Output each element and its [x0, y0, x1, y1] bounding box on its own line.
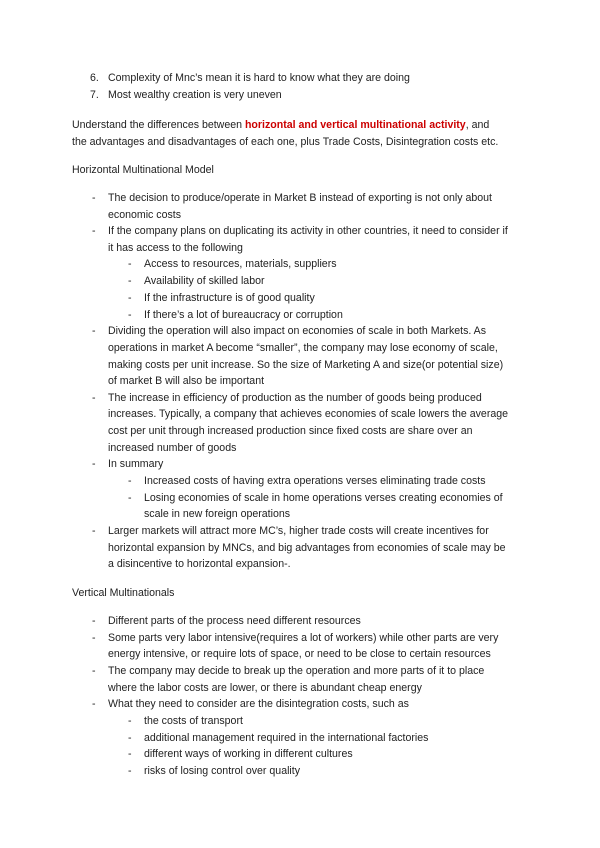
intro-text: , and	[465, 119, 490, 131]
sub-list-item: Losing economies of scale in home operations verses creating economies of	[144, 492, 503, 504]
list-number: 7.	[90, 89, 99, 101]
dash-bullet: -	[92, 698, 96, 710]
dash-bullet: -	[128, 732, 132, 744]
section-heading: Vertical Multinationals	[72, 587, 175, 599]
list-item: economic costs	[108, 209, 182, 221]
sub-list-item: If there’s a lot of bureaucracy or corruption	[144, 309, 343, 321]
sub-list-item: additional management required in the international factories	[144, 732, 429, 744]
list-item: If the company plans on duplicating its activity in other countries, it need to consider if	[108, 225, 508, 237]
list-item: a disincentive to horizontal expansion-.	[108, 558, 291, 570]
dash-bullet: -	[92, 525, 96, 537]
list-item: Different parts of the process need different resources	[108, 615, 361, 627]
list-item: increases. Typically, a company that achieves economies of scale lowers the average	[108, 408, 509, 420]
dash-bullet: -	[128, 292, 132, 304]
dash-bullet: -	[128, 309, 132, 321]
dash-bullet: -	[92, 615, 96, 627]
sub-list-item: Availability of skilled labor	[144, 275, 265, 287]
intro-line-1	[72, 118, 489, 132]
dash-bullet: -	[128, 748, 132, 760]
list-item: Some parts very labor intensive(requires a lot of workers) while other parts are very	[108, 632, 499, 644]
list-item: Larger markets will attract more MC’s, higher trade costs will create incentives for	[108, 525, 489, 537]
dash-bullet: -	[92, 192, 96, 204]
dash-bullet: -	[92, 632, 96, 644]
highlight-text: horizontal and vertical multinational activity	[244, 119, 466, 131]
list-item: The company may decide to break up the operation and more parts of it to place	[108, 665, 485, 677]
dash-bullet: -	[128, 765, 132, 777]
list-item: where the labor costs are lower, or there is abundant cheap energy	[108, 682, 422, 694]
list-item: Dividing the operation will also impact on economies of scale in both Markets. As	[108, 325, 487, 337]
list-number: 6.	[90, 72, 99, 84]
list-item: operations in market A become “smaller”, the company may lose economy of scale,	[108, 342, 498, 354]
dash-bullet: -	[92, 665, 96, 677]
dash-bullet: -	[128, 275, 132, 287]
list-item: increased number of goods	[108, 442, 237, 454]
list-item: Most wealthy creation is very uneven	[108, 89, 282, 101]
list-item: of market B will also be important	[108, 375, 265, 387]
intro-text: Understand the differences between	[72, 119, 245, 131]
dash-bullet: -	[92, 325, 96, 337]
dash-bullet: -	[92, 392, 96, 404]
sub-list-item: different ways of working in different cultures	[144, 748, 353, 760]
list-item: The decision to produce/operate in Market B instead of exporting is not only about	[108, 192, 492, 204]
dash-bullet: -	[92, 458, 96, 470]
dash-bullet: -	[128, 258, 132, 270]
dash-bullet: -	[128, 715, 132, 727]
list-item: it has access to the following	[108, 242, 243, 254]
dash-bullet: -	[128, 492, 132, 504]
sub-list-item: Access to resources, materials, suppliers	[144, 258, 337, 270]
list-item: What they need to consider are the disintegration costs, such as	[108, 698, 409, 710]
intro-line-2: the advantages and disadvantages of each one, plus Trade Costs, Disintegration costs etc.	[72, 136, 499, 148]
list-item: The increase in efficiency of production as the number of goods being produced	[108, 392, 482, 404]
sub-list-item: risks of losing control over quality	[144, 765, 301, 777]
section-heading: Horizontal Multinational Model	[72, 164, 214, 176]
list-item: horizontal expansion by MNCs, and big advantages from economies of scale may be	[108, 542, 506, 554]
list-item: Complexity of Mnc’s mean it is hard to know what they are doing	[108, 72, 410, 84]
sub-list-item: the costs of transport	[144, 715, 243, 727]
list-item: making costs per unit increase. So the size of Marketing A and size(or potential size)	[108, 359, 504, 371]
dash-bullet: -	[128, 475, 132, 487]
list-item: energy intensive, or require lots of space, or need to be close to certain resources	[108, 648, 491, 660]
list-item: In summary	[108, 458, 164, 470]
sub-list-item: If the infrastructure is of good quality	[144, 292, 315, 304]
sub-list-item: Increased costs of having extra operations verses eliminating trade costs	[144, 475, 486, 487]
dash-bullet: -	[92, 225, 96, 237]
sub-list-item: scale in new foreign operations	[144, 508, 291, 520]
list-item: cost per unit through increased production since fixed costs are share over an	[108, 425, 473, 437]
